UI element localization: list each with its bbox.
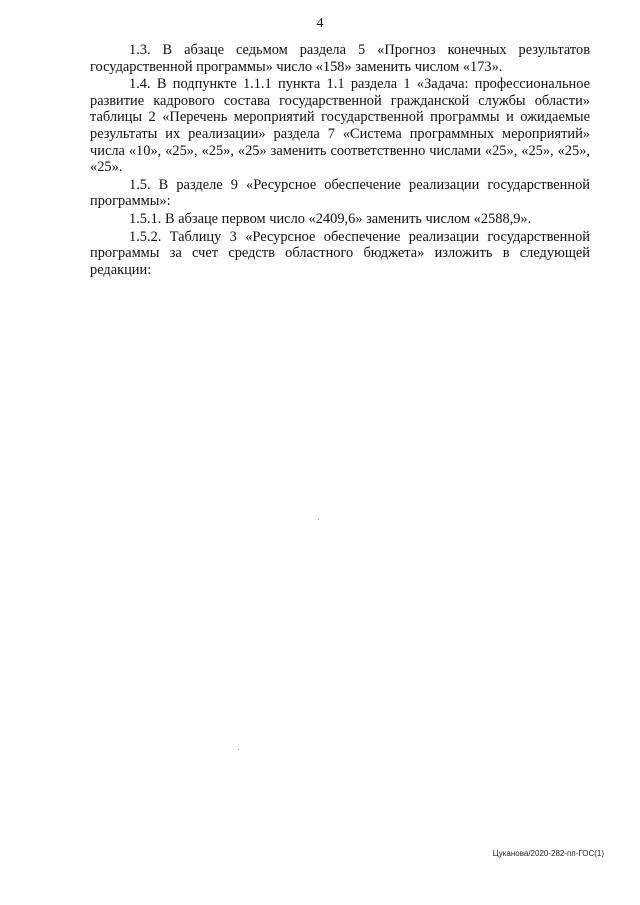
page-number: 4 [316, 16, 324, 31]
document-body [90, 42, 590, 279]
paragraph-1-3: 1.3. В абзаце седьмом раздела 5 «Прогноз конечных результатов государственной программы» число «158» заменить числом «173». [90, 42, 590, 75]
paragraph-1-5: 1.5. В разделе 9 «Ресурсное обеспечение реализации государственной программы»: [90, 176, 590, 210]
scan-speck [318, 519, 319, 520]
paragraph-1-5-1: 1.5.1. В абзаце первом число «2409,6» заменить числом «2588,9». [129, 210, 532, 227]
document-footer-code: Цуканова/2020-282-пп-ГОС(1) [492, 849, 604, 858]
scan-speck [238, 749, 239, 750]
paragraph-1-4: 1.4. В подпункте 1.1.1 пункта 1.1 раздела 1 «Задача: профессиональное развитие кадрового состава государственной гражданской службы области» таблицы 2 «Перечень мероприятий государственной программы и ожидаемые результаты их реализации» раздела 7 «Система программных мероприятий» числа «10», «25», «25», «25» заменить соответственно числами «25», «25», «25», «25». [90, 76, 590, 176]
paragraph-1-5-2: 1.5.2. Таблицу 3 «Ресурсное обеспечение реализации государственной программы за счет средств областного бюджета» изложить в следующей редакции: [90, 228, 590, 278]
